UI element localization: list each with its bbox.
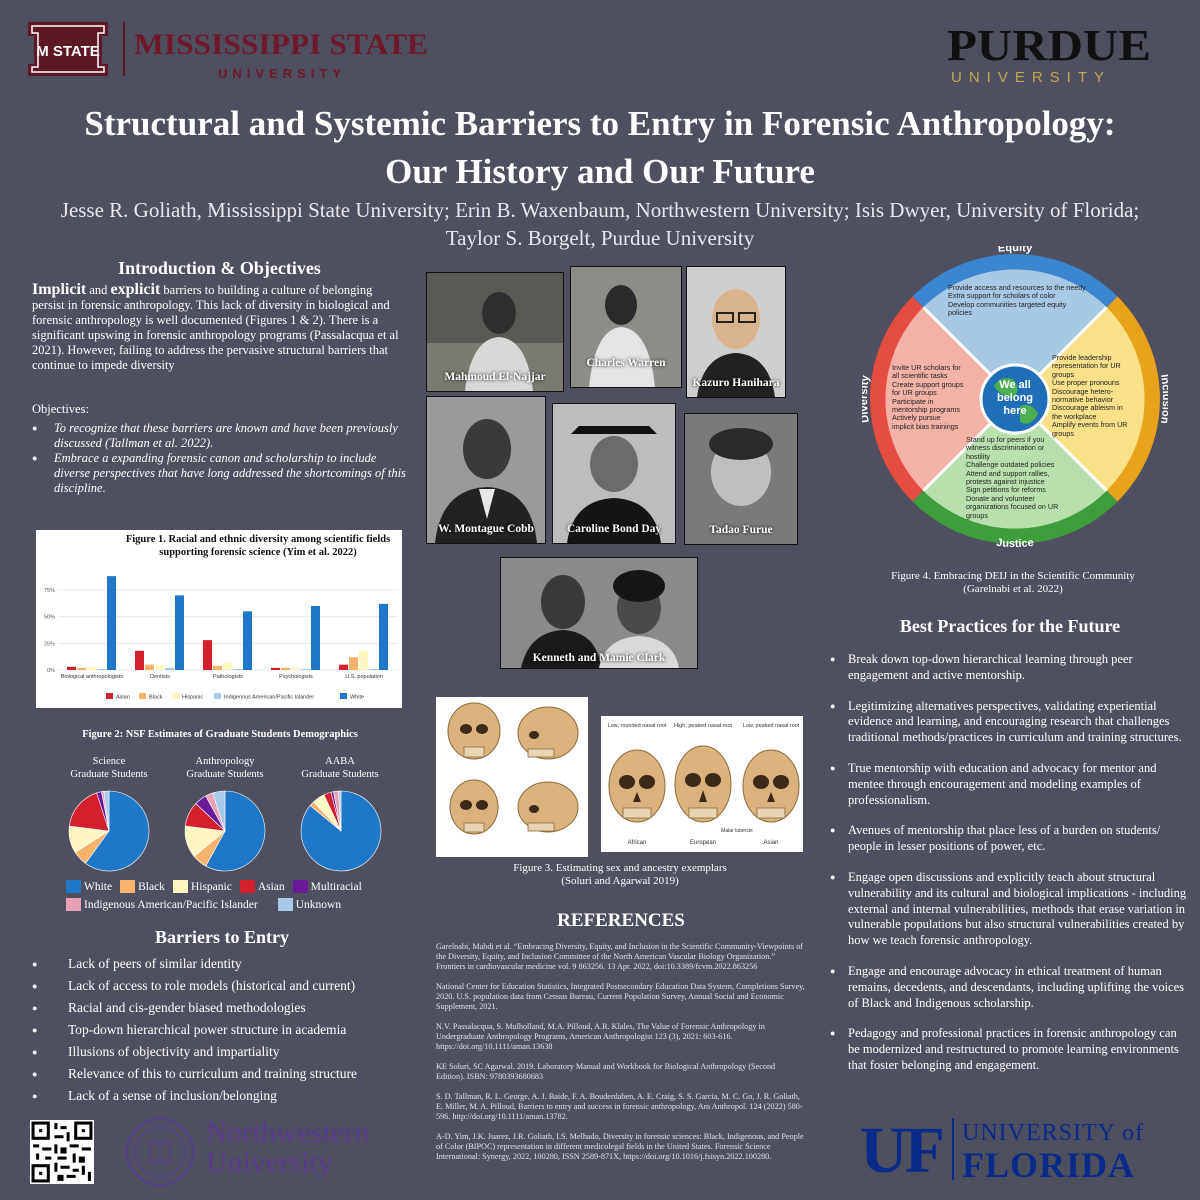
authors-line-2: Taylor S. Borgelt, Purdue University <box>445 226 755 250</box>
wheel-item: Stand up for peers if you witness discrimination or hostility <box>966 435 1045 461</box>
legend-label: Multiracial <box>310 880 362 893</box>
best-practice-item: ● Legitimizing alternatives perspectives, validating experiential evidence and learning, and encouraging research that challenges traditional methods/practices in curriculum and training structures. <box>830 699 1190 746</box>
pie-title-line: Graduate Students <box>70 769 148 780</box>
portrait-silhouette <box>571 267 681 387</box>
bar-black <box>281 668 290 670</box>
best-practice-item: ● Break down top-down hierarchical learning through peer engagement and active mentorship. <box>830 652 1190 684</box>
figure-3-sex-skulls <box>436 697 588 857</box>
bar-white <box>243 611 252 670</box>
bar-black <box>213 666 222 670</box>
wheel-item: Actively pursue implicit bias trainings <box>892 413 959 431</box>
barrier-item: ● Illusions of objectivity and impartiality <box>32 1041 412 1063</box>
bar-indigenous-american-pacific-islander <box>301 669 310 670</box>
barrier-item: ● Racial and cis-gender biased methodologies <box>32 997 412 1019</box>
pie-title-line: Anthropology <box>195 756 255 767</box>
legend-label: Asian <box>257 880 285 893</box>
legend-swatch <box>120 880 135 893</box>
intro-heading: Introduction & Objectives <box>118 258 321 278</box>
legend-label: White <box>84 880 113 893</box>
bar-hispanic <box>359 651 368 670</box>
legend-swatch <box>106 693 113 699</box>
justice-list <box>966 436 1064 520</box>
bar-indigenous-american-pacific-islander <box>165 668 174 670</box>
bar-asian <box>339 665 348 670</box>
legend-entry <box>240 880 285 893</box>
wheel-item: Participate in mentorship programs <box>892 396 960 415</box>
legend-swatch <box>66 898 81 911</box>
photo-caption: Tadao Furue <box>709 524 773 536</box>
x-tick-label: Psychologists <box>279 674 313 680</box>
wheel-item: Use proper pronouns <box>1052 378 1120 388</box>
uf-mark: UF <box>860 1114 942 1187</box>
pie-title-science <box>44 755 174 781</box>
y-tick-label: 50% <box>43 614 55 621</box>
best-practice-item: ● True mentorship with education and advocacy for mentor and mentee through encouragement and modeling examples of professionalism. <box>830 761 1190 808</box>
title-line-2: Our History and Our Future <box>385 152 815 191</box>
photo-charles-warren <box>570 266 682 388</box>
legend-swatch <box>340 693 347 699</box>
bar-black <box>349 657 358 670</box>
legend-swatch <box>172 693 179 699</box>
legend-swatch <box>240 880 255 893</box>
ring-label-justice: Justice <box>995 536 1035 551</box>
diversity-list <box>892 364 964 431</box>
pie-title-line: Science <box>92 756 126 767</box>
svg-text:M STATE: M STATE <box>36 43 100 60</box>
reference-item: KE Soluri, SC Agarwal. 2019. Laboratory Manual and Workbook for Biological Anthropology (Second Edition). ISBN: 9780393680683 <box>436 1062 776 1081</box>
best-practice-item: ● Engage and encourage advocacy in ethical treatment of human remains, decedents, and descendants, including uplifting the voices of Black and Indigenous scholarship. <box>830 964 1190 1011</box>
x-tick-label: Pathologists <box>213 674 243 680</box>
reference-item: National Center for Education Statistics, Integrated Postsecondary Education Data System, Completions Survey, 2020. U.S. population data from Census Bureau, Current Population Survey, Annual Social and Economic Supplement, 2021. <box>436 982 805 1011</box>
skull-label: Malar tubercle <box>721 828 753 834</box>
ring-label-equity: Equity <box>997 246 1033 255</box>
barrier-item: ● Lack of access to role models (historical and current) <box>32 975 412 997</box>
figure-4-deij-wheel <box>862 246 1168 552</box>
wheel-item: Extra support for scholars of color <box>948 291 1056 301</box>
intro-lead-implicit: Implicit <box>32 281 87 298</box>
figure-4-caption <box>830 570 1196 596</box>
bar-asian <box>271 668 280 670</box>
authors-line-1: Jesse R. Goliath, Mississippi State University; Erin B. Waxenbaum, Northwestern University; Isis Dwyer, University of Florida; <box>60 198 1140 222</box>
skull-label: Low, rounded nasal root <box>607 723 667 729</box>
bar-indigenous-american-pacific-islander <box>369 669 378 670</box>
skull-label: European <box>689 840 717 846</box>
authors <box>20 196 1180 252</box>
uf-logo <box>860 1114 1180 1188</box>
bar-asian <box>67 667 76 670</box>
legend-row-2 <box>66 898 411 911</box>
bar-indigenous-american-pacific-islander <box>97 669 106 670</box>
legend-label: Indigenous American/Pacific Islander <box>84 898 258 911</box>
x-tick-label: Biological anthropologists <box>60 674 124 680</box>
photo-caroline-bond-day <box>552 403 676 544</box>
pie-title-line: Graduate Students <box>186 769 264 780</box>
bar-hispanic <box>87 667 96 670</box>
wheel-item: Sign petitions for reforms <box>966 485 1046 495</box>
bar-white <box>379 604 388 670</box>
inclusion-list <box>1052 354 1130 438</box>
barrier-item: ● Top-down hierarchical power structure in academia <box>32 1019 412 1041</box>
poster-title <box>20 100 1180 196</box>
intro-paragraph <box>32 282 407 373</box>
bar-black <box>77 668 86 670</box>
intro-text: barriers to building a culture of belonging persist in forensic anthropology. This lack of diversity in biological and forensic anthropology is well documented (Figures 1 & 2). There is a significant upswing in forensic anthropology programs (Passalacqua et al 2021). However, failing to address the pervasive structural barriers that continue to impede diversity <box>32 283 399 372</box>
photo-caption: W. Montague Cobb <box>438 523 534 535</box>
legend-label: Black <box>138 880 165 893</box>
bar-black <box>145 665 154 670</box>
purdue-logo <box>945 22 1155 86</box>
objective-item: ● Embrace a expanding forensic canon and scholarship to include diverse perspectives that have long addressed the shortcomings of this discipline. <box>32 451 407 496</box>
skull-diagram-sex <box>436 697 588 857</box>
best-practices-list <box>830 652 1190 1074</box>
figure-1-caption: Figure 1. Racial and ethnic diversity among scientific fields supporting forensic science (Yim et al. 2022) <box>125 534 391 558</box>
pie-title-aaba <box>275 755 405 781</box>
skull-diagram-ancestry <box>601 716 803 852</box>
objectives-label: Objectives: <box>32 402 89 416</box>
wheel-item: Provide access and resources to the needy <box>948 283 1086 292</box>
portrait-silhouette <box>427 397 545 543</box>
objective-item: ● To recognize that these barriers are known and have been previously discussed (Tallman et al. 2022). <box>32 421 407 451</box>
barriers-heading: Barriers to Entry <box>155 927 289 947</box>
pie-title-line: AABA <box>325 756 355 767</box>
legend-swatch <box>278 898 293 911</box>
northwestern-line-1: Northwestern <box>206 1116 370 1149</box>
pie-titles <box>32 755 408 785</box>
northwestern-logo <box>206 1118 406 1178</box>
legend-entry <box>278 898 341 911</box>
photo-tadao-furue <box>684 413 798 545</box>
intro-lead-and: and <box>86 283 111 297</box>
photo-caption: Charles Warren <box>586 357 666 369</box>
bar-hispanic <box>291 668 300 670</box>
best-practices-section <box>830 616 1190 1074</box>
figure-4-caption-line: Figure 4. Embracing DEIJ in the Scientific Community <box>891 570 1135 582</box>
photo-kazuro-hanihara <box>686 266 786 398</box>
photo-caption: Kazuro Hanihara <box>692 377 780 389</box>
figure-2-caption: Figure 2: NSF Estimates of Graduate Students Demographics <box>82 729 358 740</box>
reference-item: Garelnabi, Mahdi et al. “Embracing Diversity, Equity, and Inclusion in the Scientific Community-Viewpoints of the Diversity, Equity, and Inclusion Committee of the North American Vascular Biology Organization.” Frontiers in cardiovascular medicine vol. 9 863256. 13 Apr. 2022, doi:10.3389/fcvm.2022.863256 <box>436 942 804 971</box>
qr-code-icon <box>30 1120 94 1184</box>
figure-1-chart <box>36 530 402 708</box>
equity-list <box>948 284 1088 318</box>
figure-3-ancestry-skulls <box>601 716 803 852</box>
bar-hispanic <box>155 665 164 670</box>
y-tick-label: 25% <box>43 641 55 648</box>
wheel-item: Develop communities targeted equity policies <box>948 299 1067 318</box>
bar-indigenous-american-pacific-islander <box>233 669 242 670</box>
bar-asian <box>135 651 144 670</box>
barrier-item: ● Lack of peers of similar identity <box>32 953 412 975</box>
wheel-item: Discourage ableism in the workplace <box>1052 403 1123 421</box>
legend-label: Unknown <box>295 898 342 911</box>
northwestern-seal-icon <box>124 1116 196 1188</box>
legend-entry <box>66 880 112 893</box>
svg-text:UNIVERSITY: UNIVERSITY <box>951 69 1112 86</box>
legend-entry <box>66 898 258 911</box>
wheel-item: Amplify events from UR groups <box>1052 420 1128 438</box>
bar-white <box>311 606 320 670</box>
legend-label: Black <box>149 694 163 701</box>
wheel-item: Create support groups for UR groups <box>892 379 964 398</box>
x-tick-label: U.S. population <box>345 674 383 680</box>
barriers-list <box>32 953 412 1107</box>
pie-legend <box>66 880 411 911</box>
figure-3-caption-line: Figure 3. Estimating sex and ancestry exemplars <box>513 862 727 874</box>
center-text: belong <box>996 392 1034 404</box>
best-practice-item: ● Pedagogy and professional practices in forensic anthropology can be modernized and restructured to promote learning environments that foster belonging and engagement. <box>830 1026 1190 1073</box>
skull-label: African <box>627 840 647 846</box>
figure-3-caption-line: (Soluri and Agarwal 2019) <box>561 875 679 887</box>
uf-line-2: FLORIDA <box>962 1145 1136 1185</box>
y-tick-label: 0% <box>47 668 55 674</box>
msu-logo <box>22 14 432 84</box>
references-section <box>436 910 806 1172</box>
bar-asian <box>203 640 212 670</box>
reference-item: A-D. Yim, J.K. Juarez, J.R. Goliath, I.S. Melhado, Diversity in forensic sciences: Black, Indigenous, and People of Color (BIPOC) representation in different medicolegal fields in the United States. Forensic Science International: Synergy, 2022, 100280, ISSN 2589-871X, https://doi.org/10.1016/j.fsisyn.2022.100280. <box>436 1132 804 1161</box>
photo-mahmoud-el-najjar <box>426 272 564 392</box>
wheel-item: Invite UR scholars for all scientific tasks <box>892 363 961 381</box>
wheel-item: Challenge outdated policies <box>966 460 1055 470</box>
legend-entry <box>293 880 362 893</box>
svg-text:MISSISSIPPI STATE: MISSISSIPPI STATE <box>134 28 428 61</box>
barriers-section <box>32 927 412 1107</box>
center-text: We all <box>999 379 1031 391</box>
legend-label: Hispanic <box>182 694 204 701</box>
legend-label: Hispanic <box>190 880 232 893</box>
msu-logo-mark <box>22 14 432 84</box>
intro-section <box>32 258 407 496</box>
legend-swatch <box>214 693 221 699</box>
title-line-1: Structural and Systemic Barriers to Entry in Forensic Anthropology: <box>84 104 1116 143</box>
northwestern-line-2: University <box>206 1146 333 1179</box>
figure-3-caption <box>436 862 804 888</box>
legend-label: Asian <box>116 694 130 701</box>
uf-line-1: UNIVERSITY of <box>962 1120 1145 1146</box>
center-text: here <box>1003 405 1027 417</box>
x-tick-label: Dentists <box>150 674 170 680</box>
photo-caption: Caroline Bond Day <box>566 523 662 535</box>
bar-white <box>175 595 184 670</box>
bar-white <box>107 576 116 670</box>
qr-code[interactable] <box>30 1120 94 1184</box>
skull-label: High, peaked nasal root <box>673 723 733 729</box>
bar-hispanic <box>223 663 232 670</box>
legend-row-1 <box>66 880 411 893</box>
photo-w-montague-cobb <box>426 396 546 544</box>
best-practice-item: ● Avenues of mentorship that place less of a burden on students/ people in lesser positions of power, etc. <box>830 823 1190 855</box>
objectives-list <box>32 421 407 496</box>
figure-4-caption-line: (Garelnabi et al. 2022) <box>963 583 1063 595</box>
purdue-logo-mark <box>945 22 1155 86</box>
svg-text:UNIVERSITY: UNIVERSITY <box>218 66 347 81</box>
reference-item: S. D. Tallman, R. L. George, A. J. Baide, F. A. Bouderdaben, A. E. Craig, S. S. Garcia, M. C. Go, J. R. Goliath, E. Miller, M. A. Pilloud, Barriers to entry and success in forensic anthropology, Am Anthropol. 124 (2022) 580-596. http://doi.org/10.1111/aman.13782. <box>436 1092 803 1121</box>
reference-item: N.V. Passalacqua, S. Mulholland, M.A. Pilloud, A.R. Klales, The Value of Forensic Anthropology in Undergraduate Anthropology Programs, American Anthropologist 123 (3), 2021: 603-616. https://doi.org/10.1111/aman.13638 <box>436 1022 765 1051</box>
legend-label: Indigenous American/Pacific Islander <box>224 694 315 701</box>
legend-entry <box>173 880 232 893</box>
barrier-item: ● Relevance of this to curriculum and training structure <box>32 1063 412 1085</box>
wheel-item: Attend and support rallies, protests against injustice <box>966 468 1050 487</box>
legend-swatch <box>66 880 81 893</box>
wheel-item: Discourage hetero-normative behavior <box>1052 386 1114 405</box>
svg-text:PURDUE: PURDUE <box>947 22 1151 70</box>
best-practice-item: ● Engage open discussions and explicitly teach about structural vulnerability and its cultural and biological implications - including external and internal vulnerabilities, methods that erase variation in vulnerable populations but also structural vulnerabilities created by how we teach forensic anthropology. <box>830 870 1190 949</box>
photo-caption: Mahmoud El-Najjar <box>444 371 546 383</box>
skull-label: Low, peaked nasal root <box>742 723 800 729</box>
references-heading: REFERENCES <box>557 910 685 931</box>
photo-kenneth-and-mamie-clark <box>500 557 698 669</box>
wheel-item: Provide leadership representation for UR groups <box>1052 353 1121 379</box>
intro-lead-explicit: explicit <box>110 281 161 298</box>
y-tick-label: 75% <box>43 588 55 594</box>
skull-label: Asian <box>763 840 779 846</box>
wheel-item: Donate and volunteer organizations focused on UR groups <box>966 493 1059 520</box>
photo-caption: Kenneth and Mamie Clark <box>532 652 666 664</box>
pie-title-anthropology <box>160 755 290 781</box>
pie-charts-svg <box>32 785 408 875</box>
legend-swatch <box>173 880 188 893</box>
legend-swatch <box>139 693 146 699</box>
best-practices-heading: Best Practices for the Future <box>899 616 1121 636</box>
legend-label: White <box>350 694 365 701</box>
legend-entry <box>120 880 165 893</box>
pie-title-line: Graduate Students <box>301 769 379 780</box>
legend-swatch <box>293 880 308 893</box>
barrier-item: ● Lack of a sense of inclusion/belonging <box>32 1085 412 1107</box>
